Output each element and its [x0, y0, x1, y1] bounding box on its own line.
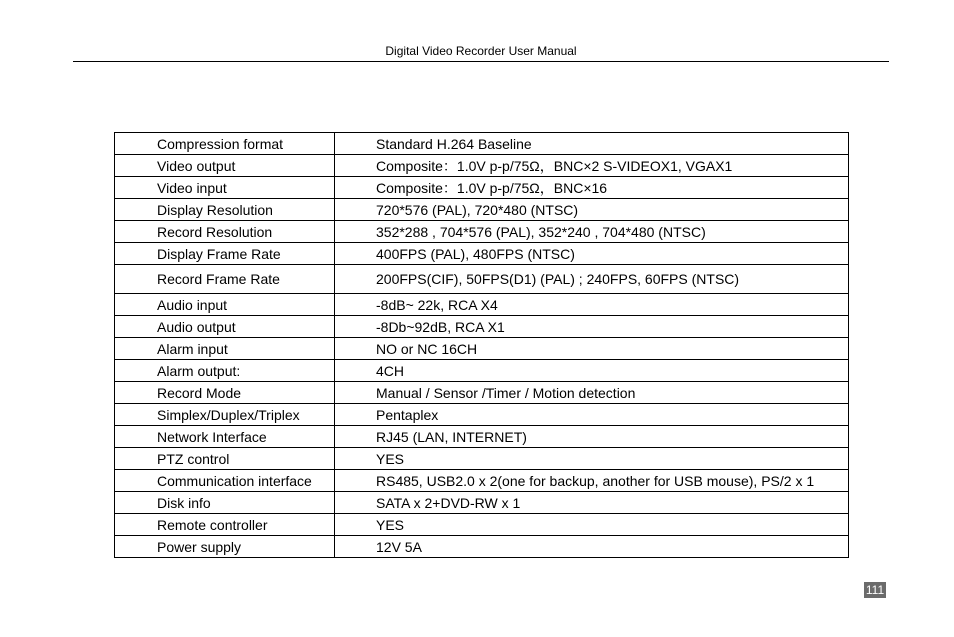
- table-row: [115, 133, 849, 155]
- table-row: [115, 221, 849, 243]
- table-row: [115, 514, 849, 536]
- spec-value: NO or NC 16CH: [335, 338, 849, 360]
- spec-label: Display Frame Rate: [115, 243, 335, 265]
- spec-value: 352*288 , 704*576 (PAL), 352*240 , 704*480 (NTSC): [335, 221, 849, 243]
- spec-label: PTZ control: [115, 448, 335, 470]
- spec-value: -8dB~ 22k, RCA X4: [335, 294, 849, 316]
- spec-value: Pentaplex: [335, 404, 849, 426]
- spec-label: Network Interface: [115, 426, 335, 448]
- spec-value: Composite：1.0V p-p/75Ω，BNC×16: [335, 177, 849, 199]
- table-row: [115, 382, 849, 404]
- spec-label: Compression format: [115, 133, 335, 155]
- spec-label: Video output: [115, 155, 335, 177]
- table-row: [115, 360, 849, 382]
- spec-value: 400FPS (PAL), 480FPS (NTSC): [335, 243, 849, 265]
- spec-label: Communication interface: [115, 470, 335, 492]
- table-row: [115, 294, 849, 316]
- spec-value: Composite：1.0V p-p/75Ω，BNC×2 S-VIDEOX1, VGAX1: [335, 155, 849, 177]
- page-header-title: Digital Video Recorder User Manual: [385, 44, 577, 58]
- spec-value: Standard H.264 Baseline: [335, 133, 849, 155]
- spec-value: YES: [335, 514, 849, 536]
- spec-label: Audio input: [115, 294, 335, 316]
- spec-label: Disk info: [115, 492, 335, 514]
- table-row: [115, 316, 849, 338]
- specifications-table: [114, 132, 849, 558]
- table-row: [115, 448, 849, 470]
- table-row: [115, 404, 849, 426]
- spec-label: Simplex/Duplex/Triplex: [115, 404, 335, 426]
- spec-label: Alarm output:: [115, 360, 335, 382]
- spec-label: Record Resolution: [115, 221, 335, 243]
- spec-label: Video input: [115, 177, 335, 199]
- spec-value: 200FPS(CIF), 50FPS(D1) (PAL) ; 240FPS, 60FPS (NTSC): [335, 265, 849, 294]
- table-row: [115, 265, 849, 294]
- table-row: [115, 338, 849, 360]
- spec-label: Audio output: [115, 316, 335, 338]
- spec-value: RJ45 (LAN, INTERNET): [335, 426, 849, 448]
- spec-value: 4CH: [335, 360, 849, 382]
- spec-value: RS485, USB2.0 x 2(one for backup, another for USB mouse), PS/2 x 1: [335, 470, 849, 492]
- table-row: [115, 177, 849, 199]
- header-divider: [73, 61, 889, 62]
- table-row: [115, 426, 849, 448]
- spec-label: Remote controller: [115, 514, 335, 536]
- table-row: [115, 155, 849, 177]
- spec-label: Display Resolution: [115, 199, 335, 221]
- spec-value: YES: [335, 448, 849, 470]
- table-row: [115, 536, 849, 558]
- table-row: [115, 492, 849, 514]
- spec-label: Record Frame Rate: [115, 265, 335, 294]
- spec-value: Manual / Sensor /Timer / Motion detection: [335, 382, 849, 404]
- spec-label: Record Mode: [115, 382, 335, 404]
- spec-value: 720*576 (PAL), 720*480 (NTSC): [335, 199, 849, 221]
- table-row: [115, 199, 849, 221]
- spec-value: SATA x 2+DVD-RW x 1: [335, 492, 849, 514]
- spec-value: 12V 5A: [335, 536, 849, 558]
- spec-label: Alarm input: [115, 338, 335, 360]
- spec-value: -8Db~92dB, RCA X1: [335, 316, 849, 338]
- page-number-badge: 111: [865, 583, 885, 597]
- spec-label: Power supply: [115, 536, 335, 558]
- table-row: [115, 243, 849, 265]
- table-row: [115, 470, 849, 492]
